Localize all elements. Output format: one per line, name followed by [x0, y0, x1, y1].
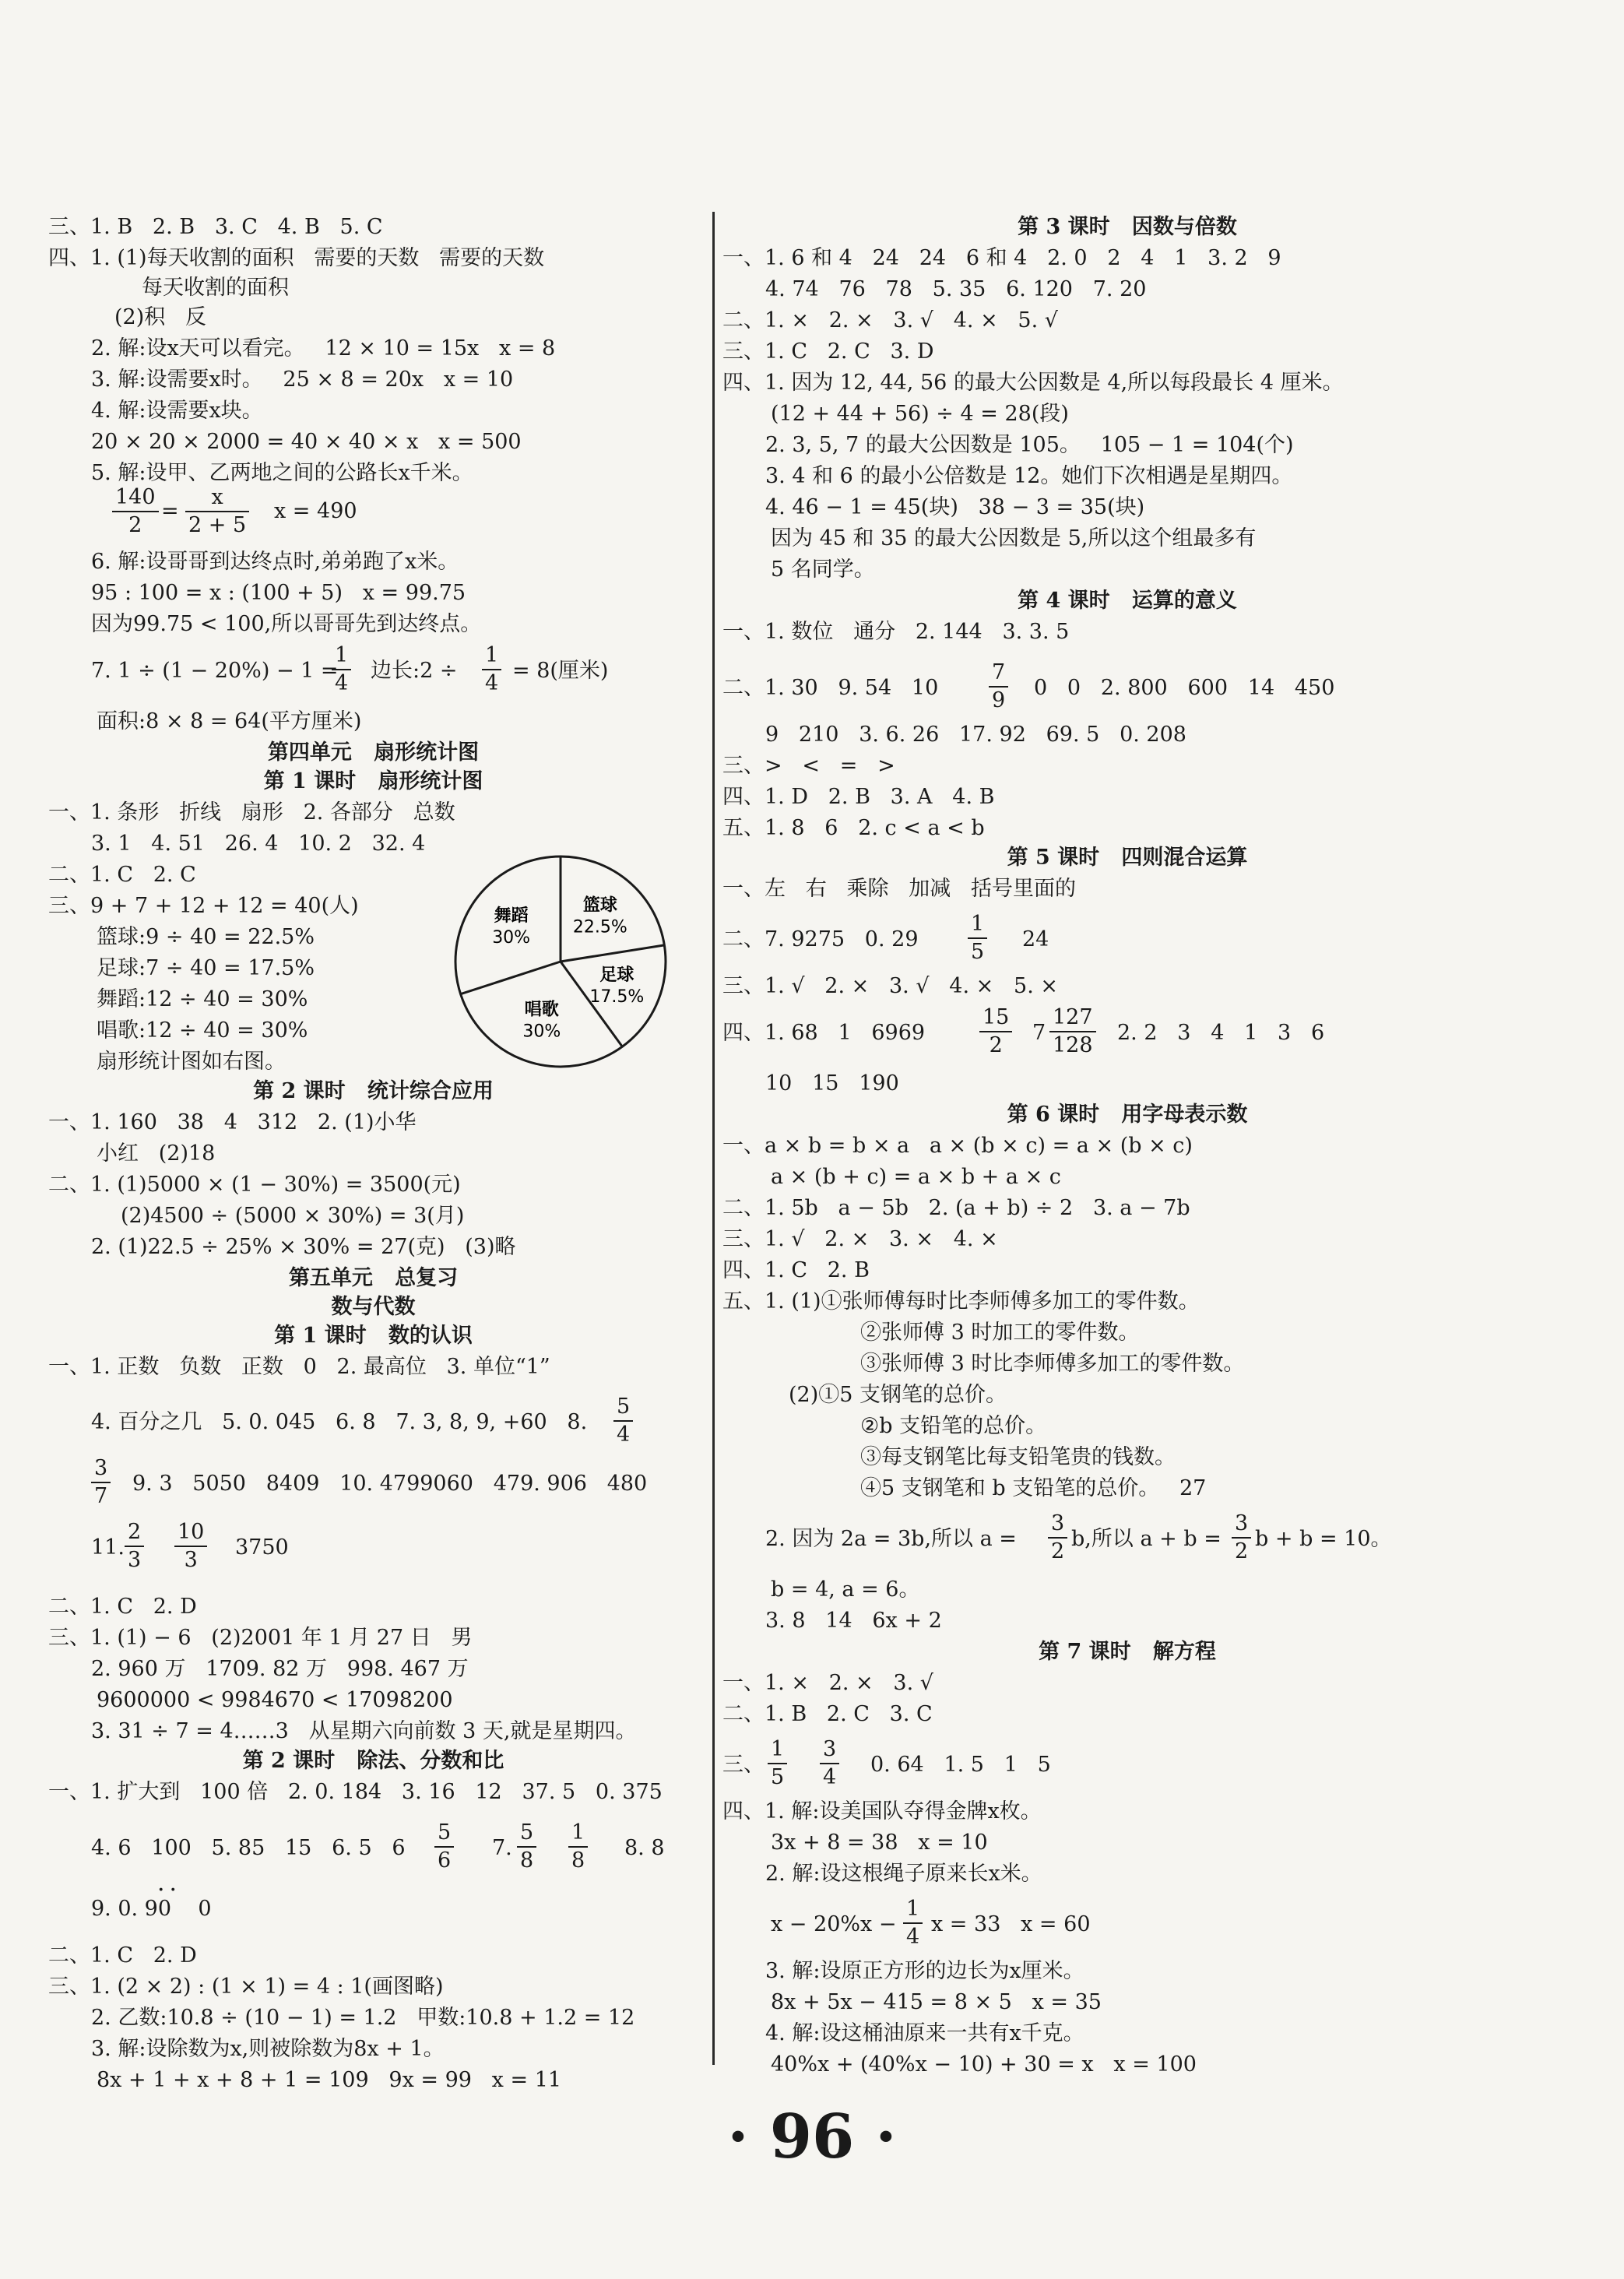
answer-line: 5 名同学。 — [771, 557, 875, 582]
column-divider — [712, 212, 715, 2065]
answer-line: 二、1. C 2. D — [48, 1943, 197, 1968]
fraction: $\frac{3}{7}$ — [91, 1455, 111, 1510]
fraction: $\frac{10}{3}$ — [174, 1519, 207, 1574]
answer-line: 足球:7 ÷ 40 = 17.5% — [97, 956, 315, 980]
answer-line: 四、1. 因为 12, 44, 56 的最大公因数是 4,所以每段最长 4 厘米。 — [722, 371, 1344, 395]
answer-line: 二、1. (1)5000 × (1 − 30%) = 3500(元) — [48, 1173, 461, 1197]
answer-line: 8x + 1 + x + 8 + 1 = 109 9x = 99 x = 11 — [97, 2068, 562, 2092]
fraction: $\frac{1}{5}$ — [968, 911, 987, 965]
answer-line: 四、1. C 2. B — [722, 1258, 870, 1282]
answer-line: 三、1. C 2. C 3. D — [722, 339, 934, 364]
pie-slice-label: 足球 — [599, 965, 634, 985]
answer-line: (2)①5 支钢笔的总价。 — [789, 1383, 1007, 1407]
answer-line: 因为99.75 < 100,所以哥哥先到达终点。 — [91, 612, 482, 636]
answer-line: 95 : 100 = x : (100 + 5) x = 99.75 — [91, 581, 466, 605]
answer-line: 3. 8 14 6x + 2 — [765, 1609, 942, 1633]
answer-line: 10 15 190 — [765, 1071, 899, 1096]
answer-line: 三、1. (1) − 6 (2)2001 年 1 月 27 日 男 — [48, 1626, 473, 1650]
answer-line: 2. 960 万 1709. 82 万 998. 467 万 — [91, 1657, 469, 1681]
fraction: $\frac{1}{8}$ — [568, 1820, 588, 1874]
answer-line: 8x + 5x − 415 = 8 × 5 x = 35 — [771, 1990, 1102, 2014]
fraction: $\frac{3}{2}$ — [1232, 1511, 1251, 1565]
pie-slice-label: 舞蹈 — [494, 906, 529, 926]
answer-line: 3. 解:设需要x时。 25 × 8 = 20x x = 10 — [91, 368, 514, 392]
answer-line: 二、1. C 2. D — [48, 1595, 197, 1619]
answer-line: 4. 46 − 1 = 45(块) 38 − 3 = 35(块) — [765, 495, 1145, 519]
fraction: $\frac{7}{9}$ — [989, 659, 1008, 714]
answer-line: 二、7. 9275 0. 29 — [722, 927, 919, 951]
answer-line: 3. 31 ÷ 7 = 4……3 从星期六向前数 3 天,就是星期四。 — [91, 1719, 637, 1743]
answer-line: (2)4500 ÷ (5000 × 30%) = 3(月) — [121, 1204, 465, 1228]
answer-line: 一、1. 扩大到 100 倍 2. 0. 184 3. 16 12 37. 5 0. 375 — [48, 1780, 663, 1804]
answer-line: x = 490 — [274, 499, 357, 523]
answer-line: 4. 解:设需要x块。 — [91, 399, 263, 423]
fraction: $\frac{127}{128}$ — [1049, 1004, 1096, 1059]
lesson-heading: 第 2 课时 除法、分数和比 — [242, 1749, 504, 1773]
answer-line: 0 0 2. 800 600 14 450 — [1034, 676, 1335, 700]
answer-line: 2. 因为 2a = 3b,所以 a = — [765, 1527, 1017, 1551]
answer-line: 2. 解:设x天可以看完。 12 × 10 = 15x x = 8 — [91, 336, 556, 360]
pie-chart — [444, 845, 677, 1078]
answer-line: 三、> < = > — [722, 754, 895, 778]
answer-line: 一、1. × 2. × 3. √ — [722, 1671, 933, 1695]
answer-line: 舞蹈:12 ÷ 40 = 30% — [97, 987, 308, 1011]
answer-line: 四、1. 解:设美国队夺得金牌x枚。 — [722, 1799, 1042, 1824]
answer-line: 三、1. √ 2. × 3. √ 4. × 5. × — [722, 974, 1058, 998]
fraction: $\frac{15}{2}$ — [979, 1004, 1012, 1059]
answer-line: 6. 解:设哥哥到达终点时,弟弟跑了x米。 — [91, 550, 459, 574]
fraction: $\frac{5}{4}$ — [613, 1394, 633, 1448]
answer-line: 五、1. (1)①张师傅每时比李师傅多加工的零件数。 — [722, 1289, 1200, 1314]
fraction: $\frac{1}{5}$ — [768, 1736, 787, 1791]
answer-line: 二、1. × 2. × 3. √ 4. × 5. √ — [722, 308, 1058, 332]
lesson-heading: 第 3 课时 因数与倍数 — [1018, 215, 1237, 239]
answer-line: 5. 解:设甲、乙两地之间的公路长x千米。 — [91, 461, 473, 485]
answer-line: 9600000 < 9984670 < 17098200 — [97, 1688, 453, 1712]
fraction: $\frac{2}{3}$ — [125, 1519, 144, 1574]
lesson-heading: 第 1 课时 扇形统计图 — [263, 769, 483, 793]
answer-line: 24 — [1022, 927, 1049, 951]
lesson-heading: 第 6 课时 用字母表示数 — [1007, 1103, 1248, 1127]
pie-slice-label: 篮球 — [582, 895, 617, 916]
answer-line: x − 20%x − — [771, 1912, 897, 1936]
answer-line: 9. 0. 90 0 — [91, 1897, 212, 1921]
answer-line: 0. 64 1. 5 1 5 — [870, 1753, 1051, 1777]
fraction: $\frac{1}{4}$ — [903, 1896, 923, 1950]
answer-line: ④5 支钢笔和 b 支铅笔的总价。 27 — [860, 1476, 1207, 1500]
pie-slice-value: 30% — [522, 1022, 561, 1042]
lesson-heading: 第 2 课时 统计综合应用 — [253, 1079, 494, 1103]
answer-line: 7. 1 ÷ (1 − 20%) − 1 = — [91, 659, 339, 683]
fraction: $\frac{5}{8}$ — [517, 1820, 536, 1874]
lesson-heading: 第 4 课时 运算的意义 — [1018, 589, 1237, 613]
answer-line: 三、1. (2 × 2) : (1 × 1) = 4 : 1(画图略) — [48, 1975, 444, 1999]
unit-heading: 第四单元 扇形统计图 — [267, 740, 480, 765]
answer-line: 7 — [1032, 1021, 1046, 1045]
answer-line: 11. — [91, 1535, 125, 1560]
answer-line: 4. 74 76 78 5. 35 6. 120 7. 20 — [765, 277, 1147, 301]
answer-line: b + b = 10。 — [1255, 1527, 1392, 1551]
answer-line: 边长:2 ÷ — [371, 659, 458, 683]
answer-line: 一、1. 正数 负数 正数 0 2. 最高位 3. 单位“1” — [48, 1355, 550, 1379]
answer-line: (12 + 44 + 56) ÷ 4 = 28(段) — [771, 402, 1069, 426]
answer-line: 2. (1)22.5 ÷ 25% × 30% = 27(克) (3)略 — [91, 1235, 516, 1259]
answer-line: 3. 4 和 6 的最小公倍数是 12。她们下次相遇是星期四。 — [765, 464, 1293, 488]
answer-line: 三、9 + 7 + 12 + 12 = 40(人) — [48, 894, 359, 918]
repeating-decimal-dots: ·· — [157, 1876, 182, 1904]
answer-line: 一、1. 6 和 4 24 24 6 和 4 2. 0 2 4 1 3. 2 9 — [722, 246, 1281, 270]
pie-slice-value: 17.5% — [589, 987, 645, 1007]
answer-line: ②b 支铅笔的总价。 — [860, 1414, 1047, 1438]
fraction: $\frac{x}{2 + 5}$ — [185, 484, 249, 539]
answer-line: 篮球:9 ÷ 40 = 22.5% — [97, 925, 315, 949]
answer-line: 一、a × b = b × a a × (b × c) = a × (b × c) — [722, 1134, 1193, 1158]
unit-heading: 第五单元 总复习 — [288, 1266, 459, 1290]
answer-line: = 8(厘米) — [512, 659, 609, 683]
answer-line: 二、1. 30 9. 54 10 — [722, 676, 939, 700]
equals-sign: = — [161, 499, 179, 523]
answer-line: b = 4, a = 6。 — [771, 1577, 920, 1602]
answer-line: 因为 45 和 35 的最大公因数是 5,所以这个组最多有 — [771, 526, 1257, 550]
answer-line: 9 210 3. 6. 26 17. 92 69. 5 0. 208 — [765, 723, 1186, 747]
fraction: $\frac{1}{4}$ — [482, 642, 501, 697]
pie-slice-value: 22.5% — [572, 917, 627, 937]
answer-line: 一、左 右 乘除 加减 括号里面的 — [722, 877, 1076, 901]
answer-line: 扇形统计图如右图。 — [97, 1050, 286, 1074]
answer-line: ②张师傅 3 时加工的零件数。 — [860, 1321, 1140, 1345]
answer-line: 面积:8 × 8 = 64(平方厘米) — [97, 709, 362, 733]
answer-line: 2. 解:设这根绳子原来长x米。 — [765, 1862, 1042, 1886]
answer-line: 二、1. B 2. C 3. C — [722, 1702, 933, 1726]
fraction: $\frac{1}{4}$ — [332, 642, 351, 697]
answer-line: 4. 百分之几 5. 0. 045 6. 8 7. 3, 8, 9, +60 8. — [91, 1410, 588, 1434]
answer-line: ③张师傅 3 时比李师傅多加工的零件数。 — [860, 1352, 1245, 1376]
answer-line: 一、1. 条形 折线 扇形 2. 各部分 总数 — [48, 800, 455, 825]
pie-slice-label: 唱歌 — [524, 1000, 559, 1020]
fraction: $\frac{5}{6}$ — [434, 1820, 454, 1874]
answer-line: (2)积 反 — [114, 305, 206, 329]
lesson-heading: 第 1 课时 数的认识 — [274, 1324, 473, 1348]
answer-line: 3750 — [235, 1535, 289, 1560]
pie-slice-value: 30% — [492, 927, 531, 948]
answer-line: 2. 2 3 4 1 3 6 — [1117, 1021, 1325, 1045]
section-heading: 数与代数 — [331, 1295, 416, 1319]
answer-line: 三、1. B 2. B 3. C 4. B 5. C — [48, 215, 383, 239]
answer-line: 每天收割的面积 — [142, 276, 289, 300]
answer-line: 四、1. D 2. B 3. A 4. B — [722, 785, 995, 809]
answer-line: 四、1. (1)每天收割的面积 需要的天数 需要的天数 — [48, 246, 545, 270]
answer-line: 9. 3 5050 8409 10. 4799060 479. 906 480 — [132, 1472, 648, 1496]
answer-line: b,所以 a + b = — [1071, 1527, 1222, 1551]
answer-line: 三、 — [722, 1753, 765, 1777]
lesson-heading: 第 5 课时 四则混合运算 — [1007, 846, 1248, 870]
answer-line: 3. 解:设除数为x,则被除数为8x + 1。 — [91, 2037, 445, 2061]
answer-line: 三、1. √ 2. × 3. × 4. × — [722, 1227, 998, 1251]
answer-line: 一、1. 数位 通分 2. 144 3. 3. 5 — [722, 620, 1070, 644]
answer-line: 3. 解:设原正方形的边长为x厘米。 — [765, 1959, 1084, 1983]
answer-line: 8. 8 — [624, 1836, 665, 1860]
answer-line: 4. 解:设这桶油原来一共有x千克。 — [765, 2021, 1084, 2045]
answer-line: 3. 1 4. 51 26. 4 10. 2 32. 4 — [91, 832, 426, 856]
answer-line: 4. 6 100 5. 85 15 6. 5 6 — [91, 1836, 406, 1860]
answer-line: 7. — [492, 1836, 512, 1860]
answer-line: 唱歌:12 ÷ 40 = 30% — [97, 1018, 308, 1043]
answer-line: 小红 (2)18 — [97, 1141, 216, 1166]
fraction: $\frac{3}{4}$ — [820, 1736, 839, 1791]
answer-line: ③每支钢笔比每支铅笔贵的钱数。 — [860, 1445, 1176, 1469]
answer-line: 一、1. 160 38 4 312 2. (1)小华 — [48, 1110, 417, 1134]
answer-line: a × (b + c) = a × b + a × c — [771, 1165, 1061, 1189]
answer-line: 二、1. C 2. C — [48, 863, 196, 887]
answer-line: 40%x + (40%x − 10) + 30 = x x = 100 — [771, 2052, 1197, 2077]
answer-line: 二、1. 5b a − 5b 2. (a + b) ÷ 2 3. a − 7b — [722, 1196, 1190, 1220]
lesson-heading: 第 7 课时 解方程 — [1039, 1640, 1216, 1664]
answer-line: 四、1. 68 1 6969 — [722, 1021, 926, 1045]
fraction: $\frac{3}{2}$ — [1048, 1511, 1067, 1565]
answer-line: 2. 乙数:10.8 ÷ (10 − 1) = 1.2 甲数:10.8 + 1.2 = 12 — [91, 2006, 635, 2030]
answer-line: 五、1. 8 6 2. c < a < b — [722, 816, 985, 840]
answer-line: x = 33 x = 60 — [931, 1912, 1091, 1936]
page-number: · 96 · — [727, 2101, 897, 2172]
answer-line: 2. 3, 5, 7 的最大公因数是 105。 105 − 1 = 104(个) — [765, 433, 1294, 457]
answer-line: 20 × 20 × 2000 = 40 × 40 × x x = 500 — [91, 430, 522, 454]
fraction: $\frac{140}{2}$ — [112, 484, 159, 539]
answer-line: 3x + 8 = 38 x = 10 — [771, 1831, 988, 1855]
